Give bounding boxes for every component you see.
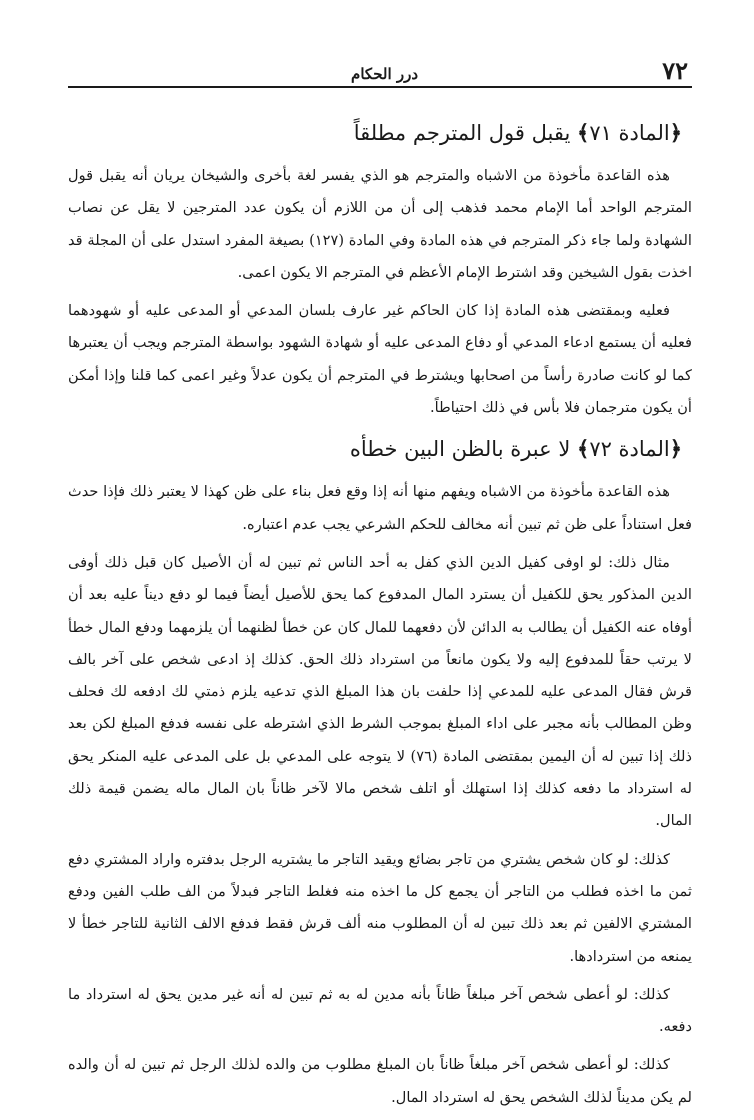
page-header — [68, 52, 692, 88]
heading-close-bracket: ﴾ — [577, 120, 590, 145]
article-72-title: لا عبرة بالظن البين خطأه — [349, 437, 577, 462]
article-71-section — [68, 116, 692, 424]
article-72-heading — [68, 432, 682, 466]
article-72-paragraph-4: كذلك: لو أعطى شخص آخر مبلغاً ظاناً بأنه مدين له به ثم تبين له أنه غير مدين يحق له استرداد ما دفعه. — [68, 985, 692, 1036]
article-72-paragraph-1: هذه القاعدة مأخوذة من الاشباه ويفهم منها أنه إذا وقع فعل بناء على ظن كهذا لا يعتبر ذلك فإذا حدث فعل استناداً على ظن ثم تبين أنه مخالف للحكم الشرعي يجب عدم اعتباره. — [68, 483, 692, 533]
heading-open-bracket: ﴿ — [669, 120, 682, 145]
running-title: درر الحكام — [351, 65, 418, 83]
article-71-paragraph-2: فعليه وبمقتضى هذه المادة إذا كان الحاكم غير عارف بلسان المدعي أو المدعى عليه أو شهودهما فعليه أن يستمع ادعاء المدعي أو دفاع المدعى عليه أو شهادة الشهود بواسطة المترجم ويجب أن يعتبرها كما لو كانت صادرة رأساً من اصحابها ويشترط في المترجم أن يكون عدلاً وغير اعمى كما قلنا وإذا أمكن أن يكون مترجمان فلا بأس في ذلك احتياطاً. — [68, 302, 692, 417]
article-71-number: المادة ٧١ — [589, 121, 670, 145]
heading-close-bracket: ﴾ — [577, 436, 590, 462]
article-72-number: المادة ٧٢ — [589, 437, 670, 462]
page-number: ٧٢ — [662, 56, 688, 85]
article-71-heading — [68, 116, 682, 150]
article-72-paragraph-3: كذلك: لو كان شخص يشتري من تاجر بضائع ويقيد التاجر ما يشتريه الرجل بدفتره واراد المشتري دفع ثمن ما اخذه فطلب من التاجر أن يجمع كل ما اخذه منه فغلط التاجر فبدلاً من الف طلب الفين ودفع المشتري الالفين ثم بعد ذلك تبين له أن المطلوب منه ألف قرش فقط فدفع الالف الثانية للتاجر خطأ لا يمنعه من استردادها. — [68, 850, 692, 965]
article-72-paragraph-2: مثال ذلك: لو اوفى كفيل الدين الذي كفل به أحد الناس ثم تبين له أن الأصيل كان قبل ذلك أوفى الدين المذكور يحق للكفيل أن يسترد المال المدفوع كما يحق للأصيل أيضاً فيما لو دفع ديناً عليه بعد أن أوفاه عنه الكفيل أن يطالب به الدائن لأن دفعهما للمال كان عن خطأ لظنهما أن يلزمهما ودفع المال خطأ لا يرتب حقاً للمدفوع إليه ولا يكون مانعاً من استرداد ذلك الحق. كذلك إذ ادعى شخص على آخر بالف قرش فقال المدعى عليه للمدعي إذا حلفت بان هذا المبلغ الذي تدعيه يلزم ذمتي لك ادفعه لك فحلف وظن المطالب بأنه مجبر على اداء المبلغ بموجب الشرط الذي اشترطه على نفسه فدفع المبلغ لكن بعد ذلك إذا تبين له أن اليمين بمقتضى المادة (٧٦) لا يتوجه على المدعي بل على المدعى عليه المنكر يحق له استرداد ما دفعه كذلك إذا استهلك أو اتلف شخص مالا لآخر ظاناً بان المال ماله يضمن قيمة ذلك المال. — [68, 553, 692, 830]
article-71-paragraph-1: هذه القاعدة مأخوذة من الاشباه والمترجم هو الذي يفسر لغة بأخرى والشيخان يريان أنه يقبل قول المترجم الواحد أما الإمام محمد فذهب إلى أن من اللازم أن يكون عدد المترجين لا يقل عن نصاب الشهادة ولما جاء ذكر المترجم في هذه المادة وفي المادة (١٢٧) بصيغة المفرد استدل على أن المجلة قد اخذت بقول الشيخين وقد اشترط الإمام الأعظم في المترجم الا يكون اعمى. — [68, 167, 692, 281]
article-72-section — [68, 432, 692, 1114]
book-page — [68, 52, 692, 1120]
heading-open-bracket: ﴿ — [669, 436, 682, 462]
article-71-title: يقبل قول المترجم مطلقاً — [353, 121, 577, 145]
article-72-paragraph-5: كذلك: لو أعطى شخص آخر مبلغاً ظاناً بان المبلغ مطلوب من والده لذلك الرجل ثم تبين له أن والده لم يكن مديناً لذلك الشخص يحق له استرداد المال. — [68, 1056, 692, 1106]
